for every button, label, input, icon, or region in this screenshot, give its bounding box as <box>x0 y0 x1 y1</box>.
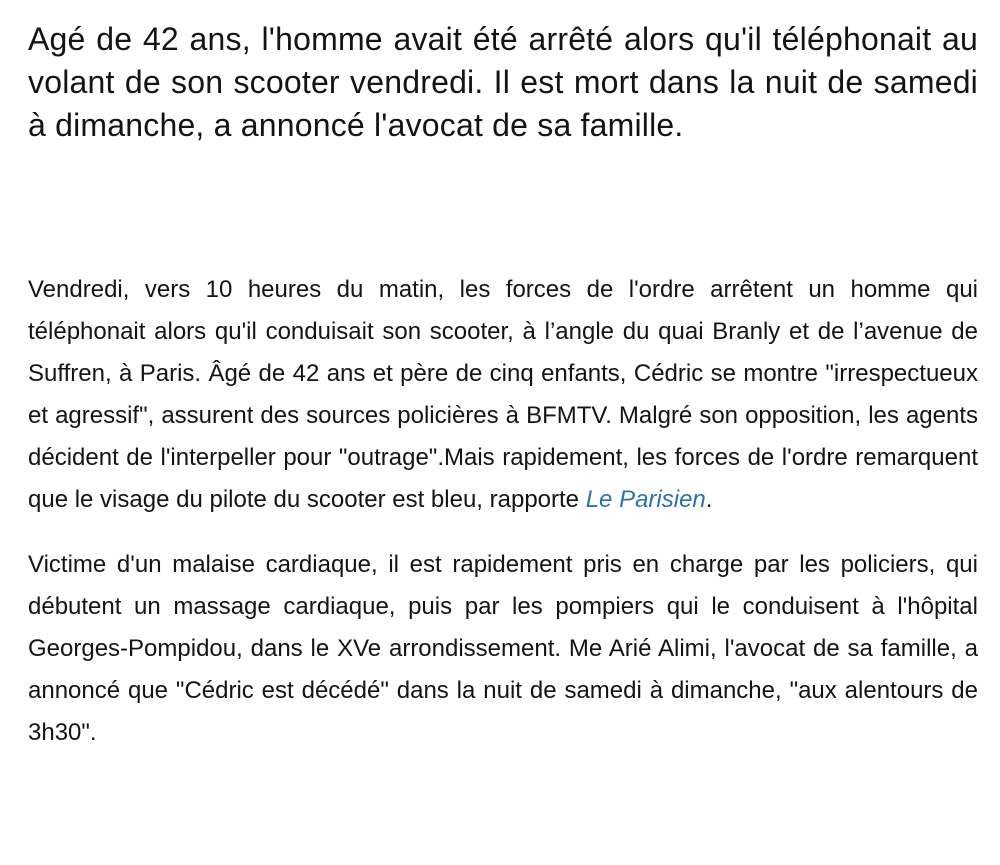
paragraph-1-text-after-link: . <box>705 486 713 513</box>
le-parisien-link[interactable]: Le Parisien <box>585 486 706 513</box>
paragraph-1-text-before-link: Vendredi, vers 10 heures du matin, les forces de l'ordre arrêtent un homme qui téléphonait alors qu'il conduisait son scooter, à l’angle du quai Branly et de l’avenue de Suffren, à Paris. Âgé de 42 ans et père de cinq enfants, Cédric se montre "irrespectueux et agressif", assurent des sources policières à BFMTV. Malgré son opposition, les agents décident de l'interpeller pour "outrage".Mais rapidement, les forces de l'ordre remarquent que le visage du pilote du scooter est bleu, rapporte <box>28 276 978 513</box>
article-paragraph-1 <box>28 269 978 521</box>
article-lead: Agé de 42 ans, l'homme avait été arrêté alors qu'il téléphonait au volant de son scooter vendredi. Il est mort dans la nuit de samedi à dimanche, a annoncé l'avocat de sa famille. <box>28 21 978 143</box>
article-paragraph-2: Victime d'un malaise cardiaque, il est rapidement pris en charge par les policiers, qui débutent un massage cardiaque, puis par les pompiers qui le conduisent à l'hôpital Georges-Pompidou, dans le XVe arrondissement. Me Arié Alimi, l'avocat de sa famille, a annoncé que "Cédric est décédé" dans la nuit de samedi à dimanche, "aux alentours de 3h30". <box>28 551 978 746</box>
